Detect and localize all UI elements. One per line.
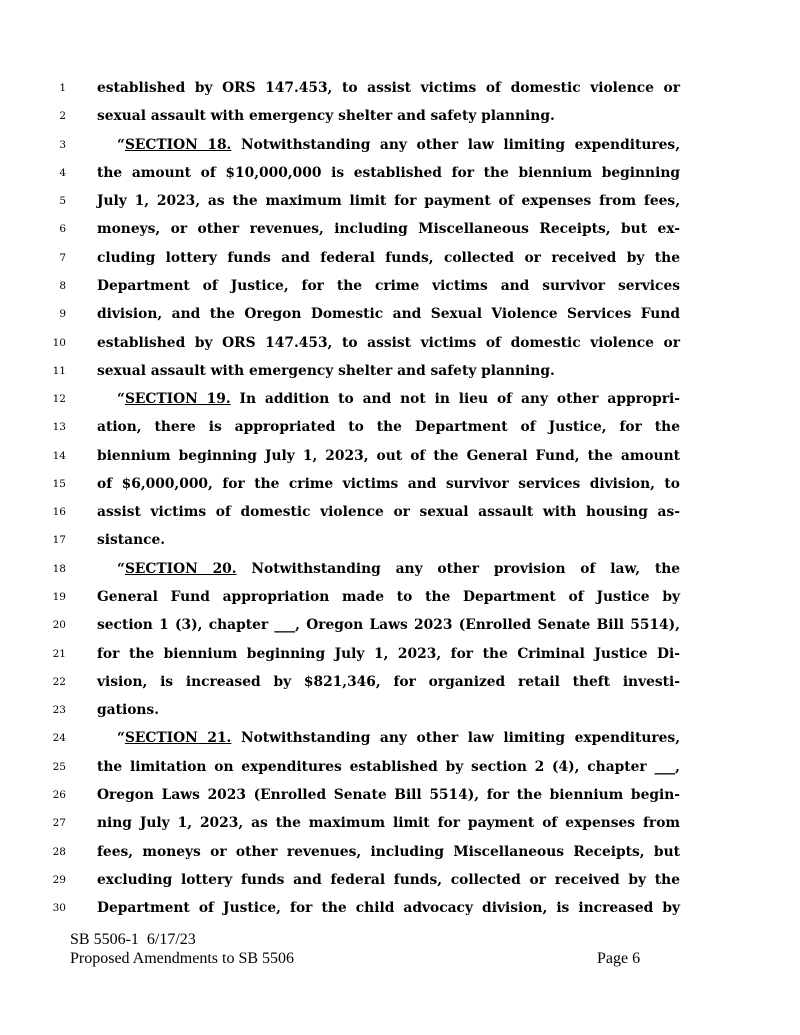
line-content: for the biennium beginning July 1, 2023, for the Criminal Justice Di- [97,645,680,662]
line-content: fees, moneys or other revenues, including Miscellaneous Receipts, but [97,843,680,860]
document-line [0,502,800,524]
line-text [97,163,680,183]
line-content: July 1, 2023, as the maximum limit for payment of expenses from fees, [97,193,680,210]
line-text [97,304,680,324]
open-quote: “ [117,560,125,577]
line-number: 2 [59,110,66,123]
line-number: 18 [52,562,66,575]
line-number: 15 [52,477,66,490]
footer-bill-id: SB 5506-1 6/17/23 [70,931,196,948]
line-number: 29 [52,873,66,886]
line-number: 30 [52,902,66,915]
line-number: 26 [52,789,66,801]
section-heading: SECTION 20. [124,560,237,577]
line-content: established by ORS 147.453, to assist victims of domestic violence or [97,334,680,351]
line-content: section 1 (3), chapter ___, Oregon Laws 2023 (Enrolled Senate Bill 5514), [97,617,680,634]
line-content: of $6,000,000, for the crime victims and survivor services division, to [97,475,680,492]
line-text [97,757,680,777]
line-number: 22 [52,675,66,688]
line-number: 16 [52,506,66,519]
line-text [97,615,680,635]
line-number: 20 [52,619,66,632]
line-content: cluding lottery funds and federal funds, collected or received by the [97,249,680,266]
line-number: 13 [52,421,66,434]
document-line [0,446,800,468]
line-content: division, and the Oregon Domestic and Sexual Violence Services Fund [97,306,680,323]
footer-title: Proposed Amendments to SB 5506 [70,950,295,967]
line-content: Notwithstanding any other provision of law, the [236,560,680,577]
line-text [97,672,680,692]
line-text [97,446,680,466]
line-text [97,333,680,353]
line-number: 25 [52,760,66,773]
line-text [97,842,680,862]
document-line [0,276,800,298]
line-text [117,559,680,579]
page-number: Page 6 [597,950,641,967]
line-content: established by ORS 147.453, to assist victims of domestic violence or [97,80,680,96]
line-number: 1 [59,82,66,94]
line-content: Department of Justice, for the child advocacy division, is increased by [97,900,680,917]
line-text [97,361,680,381]
line-number: 27 [52,817,66,830]
line-number: 23 [52,704,66,717]
line-text [97,474,680,494]
document-line [0,587,800,609]
line-number: 6 [59,223,66,236]
line-number: 14 [52,449,66,462]
section-heading: SECTION 18. [124,136,232,153]
line-text [117,389,680,409]
line-text [97,417,680,437]
document-line [0,672,800,694]
line-content: ation, there is appropriated to the Department of Justice, for the [97,419,680,436]
document-line [0,248,800,270]
line-content: Notwithstanding any other law limiting expenditures, [231,730,681,747]
line-content: assist victims of domestic violence or sexual assault with housing as- [97,504,680,521]
line-text [97,219,680,239]
document-line [0,785,800,807]
line-text [97,813,680,833]
document-line [0,870,800,892]
line-content: General Fund appropriation made to the Department of Justice by [97,589,680,606]
document-line [0,361,800,383]
document-line [0,163,800,185]
line-number: 4 [59,166,66,179]
line-text [97,191,680,211]
line-text [97,587,680,607]
line-content: biennium beginning July 1, 2023, out of the General Fund, the amount [97,447,680,464]
document-line [0,813,800,835]
line-content: Notwithstanding any other law limiting expenditures, [231,136,681,153]
line-content: Oregon Laws 2023 (Enrolled Senate Bill 5514), for the biennium begin- [97,787,680,803]
line-text [97,78,680,98]
document-line [0,559,800,581]
section-heading: SECTION 21. [124,730,232,747]
line-number: 7 [59,251,66,264]
document-line [0,728,800,750]
document-line [0,78,800,100]
document-line [0,842,800,864]
line-number: 5 [59,195,66,208]
document-line [0,417,800,439]
line-text [97,106,680,126]
document-line [0,389,800,411]
line-text [97,898,680,918]
line-text [97,502,680,522]
line-text [97,644,680,664]
line-content: In addition to and not in lieu of any other appropri- [230,391,681,408]
open-quote: “ [117,730,125,747]
line-text [97,276,680,296]
document-line [0,615,800,637]
document-line [0,898,800,920]
line-content: moneys, or other revenues, including Miscellaneous Receipts, but ex- [97,221,680,238]
section-heading: SECTION 19. [124,391,231,408]
line-number: 24 [52,732,66,745]
line-content: sistance. [97,532,166,549]
line-content: gations. [97,702,160,719]
document-line [0,757,800,779]
line-text [97,785,680,805]
line-number: 9 [59,308,66,321]
line-text [117,728,680,748]
line-content: ning July 1, 2023, as the maximum limit for payment of expenses from [97,815,680,832]
line-number: 17 [52,534,66,547]
document-line [0,474,800,496]
open-quote: “ [117,136,125,153]
open-quote: “ [117,391,125,408]
line-content: the limitation on expenditures established by section 2 (4), chapter ___, [97,758,680,775]
line-number: 11 [52,364,66,377]
line-text [97,870,680,890]
document-line [0,191,800,213]
line-text [97,530,680,550]
line-text [117,135,680,155]
line-content: sexual assault with emergency shelter and safety planning. [97,108,555,125]
document-line [0,106,800,128]
document-line [0,700,800,722]
line-content: Department of Justice, for the crime victims and survivor services [97,277,680,294]
document-line [0,135,800,157]
line-number: 21 [52,647,66,660]
line-content: vision, is increased by $821,346, for organized retail theft investi- [97,673,680,690]
line-number: 28 [52,845,66,858]
document-line [0,333,800,355]
document-line [0,644,800,666]
line-content: excluding lottery funds and federal funds, collected or received by the [97,871,680,888]
line-number: 10 [52,336,66,349]
line-number: 12 [52,393,66,406]
line-content: the amount of $10,000,000 is established for the biennium beginning [97,164,680,181]
line-number: 19 [52,591,66,604]
document-line [0,530,800,552]
document-line [0,304,800,326]
document-line [0,219,800,241]
line-number: 8 [59,279,66,292]
line-text [97,700,680,720]
line-text [97,248,680,268]
line-number: 3 [59,138,66,151]
line-content: sexual assault with emergency shelter and safety planning. [97,362,555,379]
